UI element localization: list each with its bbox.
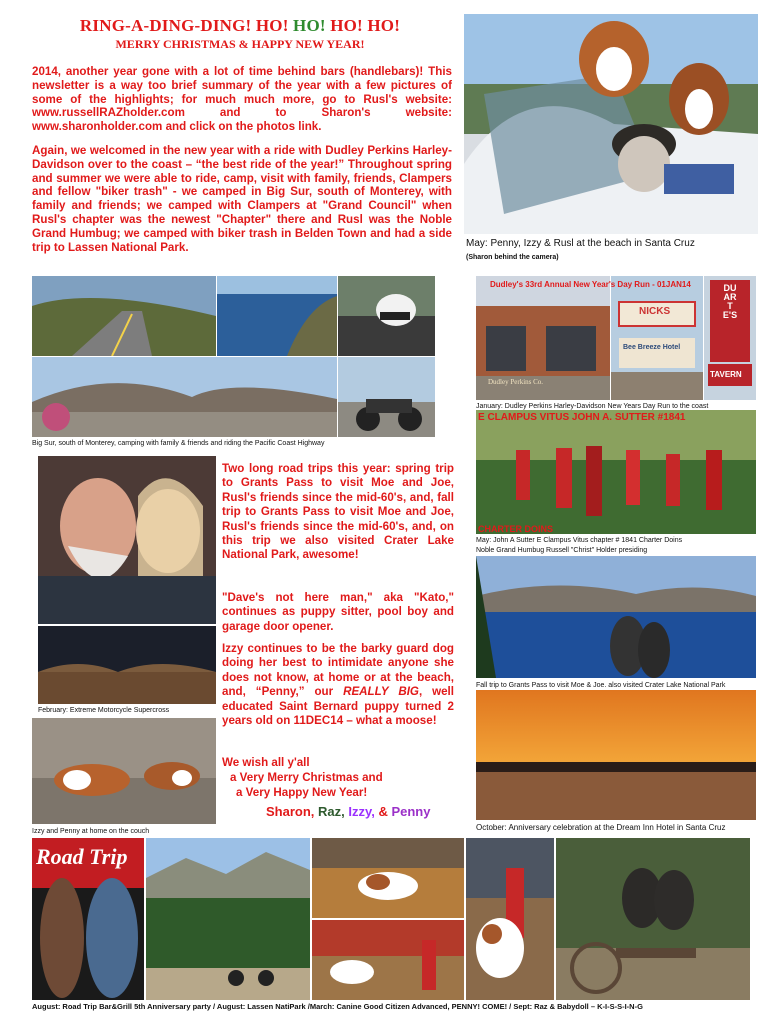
caption-crater: Fall trip to Grants Pass to visit Moe & Joe. also visited Crater Lake National Park xyxy=(476,682,726,689)
para3-text-a: Izzy continues to be the barky guard dog doing her best to intimidate anyone she does not know, at home or at the beach, and, “Penny,” our xyxy=(222,642,454,699)
para3-emphasis: REALLY BIG xyxy=(343,685,419,699)
sig-raz: Raz, xyxy=(318,804,349,819)
caption-big-sur: Big Sur, south of Monterey, camping with family & friends and riding the Pacific Coast Highway xyxy=(32,440,325,447)
wish-line-3: a Very Happy New Year! xyxy=(236,786,368,799)
nicks-sign-text: NICKS xyxy=(639,306,671,317)
middle-paragraph-1: Two long road trips this year: spring trip to Grants Pass to visit Moe and Joe, Rusl's friends since the mid-60's, and, fall trip to Grants Pass to visit Moe and Joe, Rusl's friends since the mid-60's, and, on this trip we also visited Crater Lake National Park, awesome! xyxy=(222,462,454,562)
caption-couch: Izzy and Penny at home on the couch xyxy=(32,828,150,835)
bee-breeze-sign: Bee Breeze Hotel xyxy=(623,344,681,351)
title-part-green: HO! xyxy=(293,16,326,35)
caption-may-car-sub: (Sharon behind the camera) xyxy=(466,254,559,261)
para3-text-b: , well educated Saint Bernard puppy turned 2 years old on 11DEC14 – what a moose! xyxy=(222,685,455,728)
sig-sharon: Sharon, xyxy=(266,804,319,819)
caption-january: January: Dudley Perkins Harley-Davidson New Years Day Run to the coast xyxy=(476,403,709,410)
caption-october: October: Anniversary celebration at the Dream Inn Hotel in Santa Cruz xyxy=(476,823,726,832)
photo-motorcycle-beach xyxy=(338,357,435,437)
photo-rocky-beach xyxy=(32,357,337,437)
photo-supercross xyxy=(38,626,216,704)
sig-penny: Penny xyxy=(391,804,431,819)
subtitle-text: MERRY CHRISTMAS & HAPPY NEW YEAR! xyxy=(115,37,365,51)
caption-may-clamper-2: Noble Grand Humbug Russell "Christ" Holder presiding xyxy=(476,547,648,554)
photo-sunset-santa-cruz xyxy=(476,690,756,820)
middle-paragraph-2: "Dave's not here man," aka "Kato," continues as puppy sitter, pool boy and garage door opener. xyxy=(222,591,454,633)
photo-clampers-charter xyxy=(476,410,756,534)
photo-big-sur-road xyxy=(32,276,216,356)
photo-nicks-sign xyxy=(611,276,703,400)
photo-road-trip-bar xyxy=(32,838,144,1000)
dudley-store-sign: Dudley Perkins Co. xyxy=(488,378,544,386)
newsletter-title xyxy=(40,16,440,36)
newsletter-subtitle xyxy=(40,37,440,52)
tavern-sign-text: TAVERN xyxy=(710,370,742,379)
jan-banner-overlay: Dudley's 33rd Annual New Year's Day Run - 01JAN14 xyxy=(490,280,691,289)
photo-dog-training-2 xyxy=(312,920,464,1000)
photo-dogs-couch xyxy=(32,718,216,824)
title-part: RING-A-DING-DING! HO! xyxy=(79,16,294,35)
photo-canine-good-citizen xyxy=(466,838,554,1000)
photo-dog-training-1 xyxy=(312,838,464,918)
caption-supercross: February: Extreme Motorcycle Supercross xyxy=(38,707,170,714)
photo-kissing-couple xyxy=(556,838,750,1000)
wish-line-1: We wish all y'all xyxy=(222,756,310,769)
signature xyxy=(266,804,430,819)
intro-paragraph-1: 2014, another year gone with a lot of time behind bars (handlebars)! This newsletter is a way too brief summary of the year with a few pictures of some of the highlights; for much much more, go to Rusl's website: www.russellRAZholder.com and to Sharon's website: www.sharonholder.com and click on the photos link. xyxy=(32,65,452,134)
photo-big-sur-cliffs xyxy=(217,276,337,356)
sig-amp: & xyxy=(378,804,392,819)
caption-bottom-strip: August: Road Trip Bar&Grill 5th Anniversary party / August: Lassen NatiPark /March: Canine Good Citizen Advanced, PENNY! COME! / Sept: Raz & Babydoll – K-I-S-S-I-N-G xyxy=(32,1002,643,1011)
middle-paragraph-3 xyxy=(222,642,454,728)
caption-may-car: May: Penny, Izzy & Rusl at the beach in Santa Cruz xyxy=(466,238,695,249)
duartes-sign-text: DUARTE'S xyxy=(722,283,738,320)
wish-line-2: a Very Merry Christmas and xyxy=(230,771,383,784)
sig-izzy: Izzy, xyxy=(348,804,379,819)
road-trip-sign: Road Trip xyxy=(36,844,128,869)
photo-dudley-perkins-store xyxy=(476,276,610,400)
intro-paragraph-2: Again, we welcomed in the new year with a ride with Dudley Perkins Harley-Davidson over to the coast – “the best ride of the year!” Throughout spring and summer we were able to ride, camp, visit with family, friends, Clampers and fellow "biker trash" - we camped in Big Sur, south of Monterey, with family and friends; we camped with Clampers at "Grand Council" when Rusl's chapter was the newest "Chapter" there and Rusl was the Noble Grand Humbug; we camped with biker trash in Belden Town and had a side trip to Lassen National Park. xyxy=(32,144,452,254)
title-part: HO! HO! xyxy=(325,16,401,35)
caption-may-clamper-1: May: John A Sutter E Clampus Vitus chapter # 1841 Charter Doins xyxy=(476,537,683,544)
photo-lassen-park xyxy=(146,838,310,1000)
photo-couple-portrait xyxy=(38,456,216,624)
photo-convertible-dogs xyxy=(464,14,758,234)
photo-helmet-rider xyxy=(338,276,435,356)
photo-crater-lake xyxy=(476,556,756,678)
charter-doins-overlay: CHARTER DOINS xyxy=(478,524,554,534)
photo-duartes-sign xyxy=(704,276,756,400)
clamper-banner-overlay: E CLAMPUS VITUS JOHN A. SUTTER #1841 xyxy=(478,412,686,423)
